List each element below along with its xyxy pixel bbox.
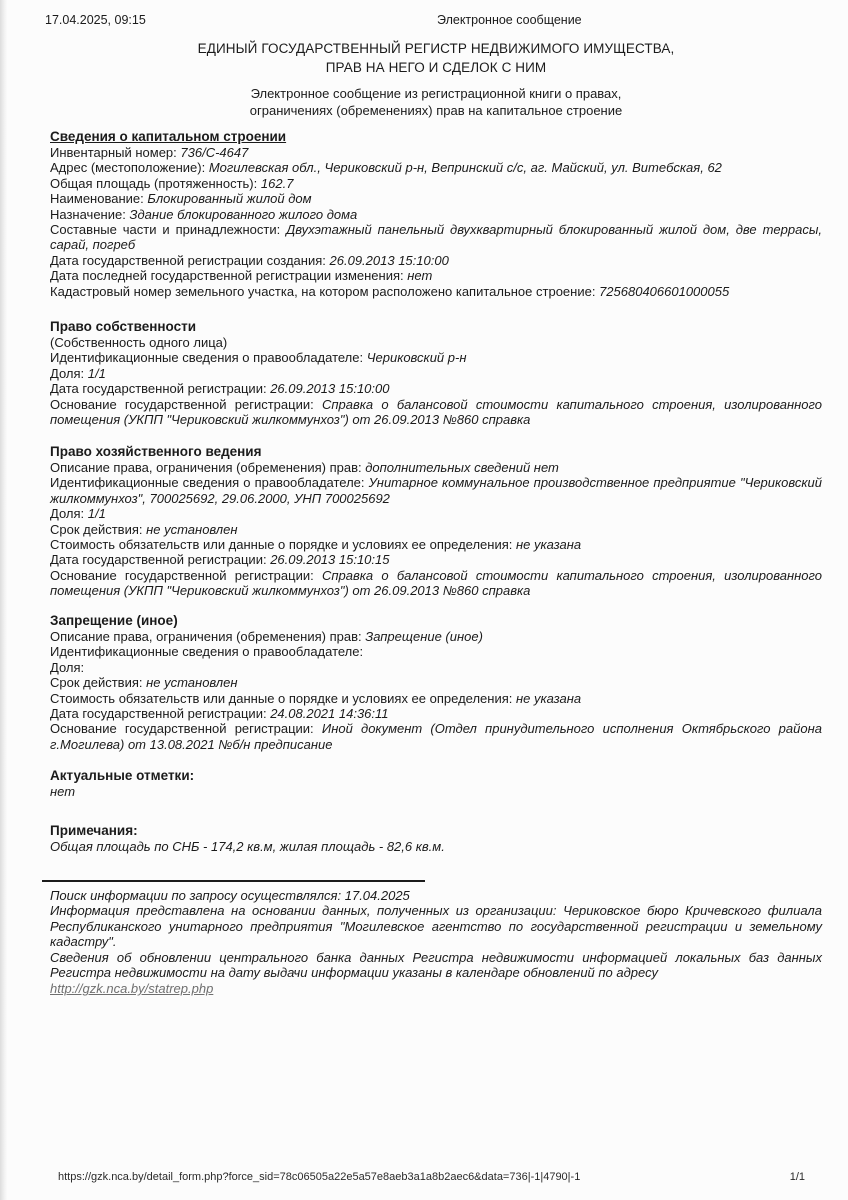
field-value: 162.7 [260, 175, 294, 191]
field-label: Основание государственной регистрации: [50, 567, 314, 583]
row-right-description [50, 460, 822, 475]
row-reg-date-changed [50, 268, 822, 283]
section-actual-marks-heading: Актуальные отметки: [50, 768, 195, 783]
section-building-info [50, 128, 822, 299]
field-label: Дата государственной регистрации создания: [50, 252, 326, 268]
field-value: не указана [515, 690, 582, 706]
field-label: Срок действия: [50, 521, 143, 537]
search-date-line: Поиск информации по запросу осуществлялся: 17.04.2025 [50, 888, 410, 903]
field-value: Чериковский р-н [366, 350, 467, 366]
row-inventory-number [50, 145, 822, 160]
row-cadastral-number [50, 284, 822, 299]
field-value: 26.09.2013 15:10:00 [329, 252, 449, 268]
section-notes [50, 822, 822, 854]
field-value: 1/1 [87, 506, 106, 522]
section-prohibition-heading: Запрещение (иное) [50, 613, 178, 628]
row-reg-date-created [50, 253, 822, 268]
section-prohibition [50, 612, 822, 752]
field-value: Двухэтажный панельный двухквартирный блокированный жилой дом, две террасы, сарай, погреб [50, 222, 822, 253]
field-value: 736/С-4647 [180, 145, 249, 160]
field-value: Справка о балансовой стоимости капитального строения, изолированного помещения (УКПП "Чериковский жилкоммунхоз") от 26.09.2013 №860 справка [50, 567, 822, 599]
field-value: Унитарное коммунальное производственное предприятие "Чериковский жилкоммунхоз", 700025692, 29.06.2000, УНП 700025692 [50, 475, 822, 506]
section-actual-marks [50, 767, 822, 799]
field-value: дополнительных сведений нет [365, 460, 559, 475]
row-share [50, 660, 822, 675]
field-label: Описание права, ограничения (обременения) прав: [50, 460, 362, 475]
field-label: Описание права, ограничения (обременения) прав: [50, 629, 362, 644]
field-label: Стоимость обязательств или данные о порядке и условиях ее определения: [50, 690, 513, 706]
notes-value: Общая площадь по СНБ - 174,2 кв.м, жилая площадь - 82,6 кв.м. [50, 839, 445, 854]
row-share [50, 506, 822, 521]
field-value: нет [407, 268, 433, 284]
row-rightholder-id [50, 644, 822, 659]
field-label: Доля: [50, 659, 85, 675]
field-label: Наименование: [50, 191, 144, 207]
statrep-link[interactable]: http://gzk.nca.by/statrep.php [50, 981, 214, 997]
row-address [50, 160, 822, 175]
document-subtitle [50, 85, 822, 119]
row-reg-basis [50, 568, 822, 599]
registry-title [50, 39, 822, 77]
row-obligations-cost [50, 691, 822, 706]
field-value: не установлен [146, 675, 238, 691]
field-label: Дата государственной регистрации: [50, 552, 267, 568]
field-label: Стоимость обязательств или данные о порядке и условиях ее определения: [50, 537, 513, 553]
field-value: 26.09.2013 15:10:00 [270, 381, 390, 397]
field-label: Дата последней государственной регистрации изменения: [50, 268, 404, 284]
section-economic-heading: Право хозяйственного ведения [50, 444, 262, 459]
row-share [50, 366, 822, 381]
actual-marks-value: нет [50, 784, 76, 799]
field-value: Иной документ (Отдел принудительного исполнения Октябрьского района г.Могилева) от 13.08.2021 №б/н предписание [50, 721, 822, 752]
field-value: Могилевская обл., Чериковский р-н, Вепринский с/с, аг. Майский, ул. Витебская, 62 [208, 160, 722, 176]
section-economic-management [50, 443, 822, 599]
field-value: Здание блокированного жилого дома [129, 206, 358, 222]
row-rightholder-id [50, 475, 822, 506]
field-value: Справка о балансовой стоимости капитального строения, изолированного помещения (УКПП "Чериковский жилкоммунхоз") от 26.09.2013 №860 справка [50, 396, 822, 428]
document-subtitle-line1: Электронное сообщение из регистрационной книги о правах, [250, 86, 622, 101]
row-reg-basis [50, 397, 822, 428]
print-header-title: Электронное сообщение [437, 13, 582, 27]
registry-title-line2: ПРАВ НА НЕГО И СДЕЛОК С НИМ [325, 60, 547, 75]
field-label: Адрес (местоположение): [50, 160, 206, 176]
row-reg-date [50, 552, 822, 567]
section-notes-heading: Примечания: [50, 823, 138, 838]
field-value: Блокированный жилой дом [147, 191, 312, 207]
print-footer-url: https://gzk.nca.by/detail_form.php?force_sid=78c06505a22e5a57e8aeb3a1a8b2aec6&data=736|-1|4790|-1 [58, 1171, 581, 1183]
update-info-line: Сведения об обновлении центрального банка данных Регистра недвижимости информацией локальных баз данных Регистра недвижимости на дату выдачи информации указаны в календаре обновлений по адресу [50, 949, 822, 981]
field-label: Назначение: [50, 206, 126, 222]
row-components [50, 222, 822, 253]
field-label: Основание государственной регистрации: [50, 721, 314, 737]
row-reg-date [50, 381, 822, 396]
ownership-type: (Собственность одного лица) [50, 335, 228, 350]
field-label: Срок действия: [50, 675, 143, 691]
footer-divider-line [42, 880, 425, 882]
field-value: 26.09.2013 15:10:15 [270, 552, 390, 568]
row-right-description [50, 629, 822, 644]
field-label: Дата государственной регистрации: [50, 381, 267, 397]
field-value: не установлен [146, 521, 238, 537]
field-label: Идентификационные сведения о правообладателе: [50, 475, 365, 491]
registry-title-line1: ЕДИНЫЙ ГОСУДАРСТВЕННЫЙ РЕГИСТР НЕДВИЖИМОГО ИМУЩЕСТВА, [197, 41, 675, 56]
field-label: Кадастровый номер земельного участка, на котором расположено капитальное строение: [50, 283, 596, 299]
field-label: Инвентарный номер: [50, 145, 177, 160]
print-datetime: 17.04.2025, 09:15 [45, 13, 146, 27]
row-rightholder-id [50, 350, 822, 365]
field-label: Доля: [50, 365, 85, 381]
row-validity-term [50, 522, 822, 537]
row-validity-term [50, 675, 822, 690]
row-reg-basis [50, 721, 822, 752]
row-name [50, 191, 822, 206]
field-value: 24.08.2021 14:36:11 [270, 706, 389, 722]
scan-edge-artifact [0, 0, 7, 1200]
field-label: Общая площадь (протяженность): [50, 175, 258, 191]
field-value: не указана [515, 537, 582, 553]
document-subtitle-line2: ограничениях (обременениях) прав на капитальное строение [249, 103, 623, 118]
section-ownership-heading: Право собственности [50, 319, 197, 334]
field-label: Основание государственной регистрации: [50, 396, 314, 412]
field-value: 725680406601000055 [599, 283, 730, 299]
row-obligations-cost [50, 537, 822, 552]
field-label: Доля: [50, 506, 85, 522]
row-reg-date [50, 706, 822, 721]
section-ownership-right [50, 318, 822, 427]
field-label: Идентификационные сведения о правообладателе: [50, 350, 364, 366]
row-total-area [50, 176, 822, 191]
field-label: Составные части и принадлежности: [50, 222, 281, 238]
field-label: Идентификационные сведения о правообладателе: [50, 644, 364, 660]
section-building-info-heading: Сведения о капитальном строении [50, 129, 287, 144]
row-purpose [50, 207, 822, 222]
data-source-line: Информация представлена на основании данных, полученных из организации: Чериковское бюро Кричевского филиала Республиканского унитарного предприятия "Могилевское агентство по государственной регистрации и земельному кадастру". [50, 903, 822, 950]
field-label: Дата государственной регистрации: [50, 706, 267, 722]
field-value: Запрещение (иное) [365, 629, 483, 644]
section-footer-info [50, 880, 822, 997]
field-value: 1/1 [87, 365, 106, 381]
page-number: 1/1 [789, 1171, 805, 1183]
